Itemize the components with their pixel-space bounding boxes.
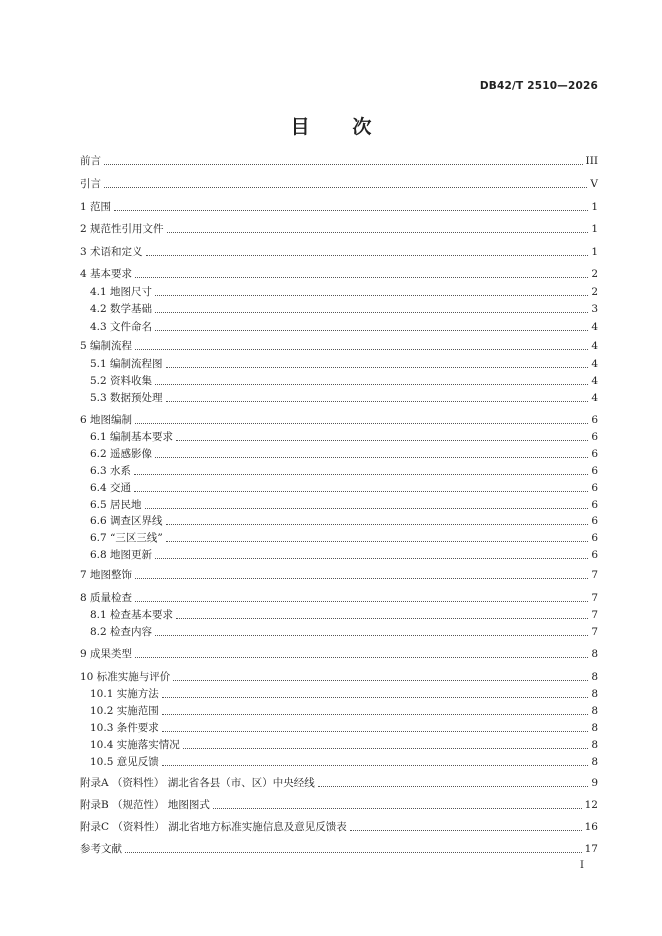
- toc-entry-label: 4.3 文件命名: [90, 321, 153, 333]
- toc-entry[interactable]: [90, 531, 598, 545]
- toc-entry[interactable]: [90, 320, 598, 334]
- toc-leader-dots: [146, 255, 589, 256]
- toc-entry[interactable]: [90, 357, 598, 371]
- toc-leader-dots: [155, 558, 588, 559]
- toc-entry-label: 10.2 实施范围: [90, 705, 159, 717]
- toc-leader-dots: [318, 786, 589, 787]
- toc-entry-label: 4.1 地图尺寸: [90, 286, 153, 298]
- toc-leader-dots: [155, 312, 588, 313]
- toc-leader-dots: [135, 657, 588, 658]
- toc-leader-dots: [155, 330, 588, 331]
- toc-entry-label: 附录B （规范性） 地图图式: [80, 799, 210, 811]
- toc-entry[interactable]: [90, 391, 598, 405]
- toc-entry[interactable]: [80, 222, 598, 236]
- toc-entry[interactable]: [90, 687, 598, 701]
- toc-leader-dots: [155, 635, 588, 636]
- toc-entry[interactable]: [90, 302, 598, 316]
- toc-entry-label: 7 地图整饰: [80, 569, 133, 581]
- toc-entry[interactable]: [90, 704, 598, 718]
- toc-entry-label: 2 规范性引用文件: [80, 223, 164, 235]
- toc-leader-dots: [104, 164, 583, 165]
- toc-entry[interactable]: [90, 481, 598, 495]
- toc-entry-label: 6 地图编制: [80, 414, 133, 426]
- toc-entry-page: III: [585, 155, 598, 167]
- toc-entry-label: 5.1 编制流程图: [90, 358, 163, 370]
- toc-entry[interactable]: [90, 548, 598, 562]
- toc-entry[interactable]: [90, 608, 598, 622]
- toc-entry[interactable]: [90, 721, 598, 735]
- toc-entry-label: 8 质量检查: [80, 592, 133, 604]
- toc-entry-page: 4: [591, 321, 598, 333]
- toc-entry-label: 引言: [80, 178, 101, 190]
- toc-entry-label: 10.5 意见反馈: [90, 756, 159, 768]
- toc-entry-page: 8: [591, 739, 598, 751]
- toc-entry[interactable]: [80, 670, 598, 684]
- toc-leader-dots: [162, 714, 589, 715]
- toc-entry-label: 6.4 交通: [90, 482, 132, 494]
- toc-leader-dots: [155, 295, 588, 296]
- toc-entry-label: 6.2 遥感影像: [90, 448, 153, 460]
- toc-entry-label: 8.2 检查内容: [90, 626, 153, 638]
- toc-leader-dots: [134, 491, 588, 492]
- toc-leader-dots: [135, 601, 588, 602]
- toc-entry[interactable]: [90, 755, 598, 769]
- toc-entry-label: 10.3 条件要求: [90, 722, 159, 734]
- toc-leader-dots: [135, 277, 588, 278]
- footer-page-number: I: [580, 860, 584, 871]
- toc-entry-page: V: [590, 178, 598, 190]
- toc-entry[interactable]: [90, 464, 598, 478]
- toc-entry[interactable]: [80, 177, 598, 191]
- toc-leader-dots: [145, 508, 589, 509]
- toc-entry-page: 2: [591, 286, 598, 298]
- toc-leader-dots: [134, 474, 588, 475]
- toc-entry[interactable]: [90, 374, 598, 388]
- toc-entry-label: 10.4 实施落实情况: [90, 739, 180, 751]
- toc-leader-dots: [176, 440, 588, 441]
- toc-entry[interactable]: [90, 498, 598, 512]
- toc-entry-page: 8: [591, 688, 598, 700]
- toc-leader-dots: [162, 765, 589, 766]
- toc-entry-label: 前言: [80, 155, 101, 167]
- toc-entry[interactable]: [90, 285, 598, 299]
- toc-entry-label: 6.6 调查区界线: [90, 515, 163, 527]
- toc-leader-dots: [173, 680, 588, 681]
- toc-entry-label: 10 标准实施与评价: [80, 671, 171, 683]
- toc-entry-page: 6: [591, 414, 598, 426]
- toc-entry-label: 5 编制流程: [80, 340, 133, 352]
- toc-entry-label: 5.3 数据预处理: [90, 392, 163, 404]
- toc-entry-label: 6.5 居民地: [90, 499, 142, 511]
- toc-leader-dots: [183, 748, 589, 749]
- toc-entry[interactable]: [80, 413, 598, 427]
- toc-leader-dots: [166, 401, 589, 402]
- toc-entry-page: 8: [591, 756, 598, 768]
- toc-entry[interactable]: [80, 647, 598, 661]
- toc-entry-page: 4: [591, 340, 598, 352]
- toc-entry-page: 7: [591, 626, 598, 638]
- document-code: DB42/T 2510—2026: [479, 80, 598, 92]
- toc-leader-dots: [213, 808, 582, 809]
- toc-leader-dots: [162, 731, 589, 732]
- toc-leader-dots: [104, 187, 587, 188]
- toc-entry-page: 6: [591, 465, 598, 477]
- toc-entry[interactable]: [80, 591, 598, 605]
- toc-entry-page: 17: [584, 843, 598, 855]
- toc-leader-dots: [135, 578, 588, 579]
- toc-leader-dots: [125, 852, 582, 853]
- toc-entry[interactable]: [80, 568, 598, 582]
- toc-leader-dots: [135, 349, 588, 350]
- toc-entry-page: 6: [591, 515, 598, 527]
- toc-entry-label: 6.3 水系: [90, 465, 132, 477]
- toc-leader-dots: [155, 457, 588, 458]
- toc-entry-label: 参考文献: [80, 843, 122, 855]
- toc-entry-label: 5.2 资料收集: [90, 375, 153, 387]
- toc-entry[interactable]: [80, 154, 598, 168]
- toc-entry-page: 9: [591, 777, 598, 789]
- toc-entry[interactable]: [80, 339, 598, 353]
- toc-entry-page: 6: [591, 431, 598, 443]
- toc-leader-dots: [114, 210, 588, 211]
- toc-entry-label: 4.2 数学基础: [90, 303, 153, 315]
- toc-entry-label: 8.1 检查基本要求: [90, 609, 174, 621]
- toc-entry-page: 12: [584, 799, 598, 811]
- toc-leader-dots: [166, 541, 589, 542]
- toc-entry[interactable]: [80, 820, 598, 834]
- toc-entry-page: 4: [591, 392, 598, 404]
- toc-leader-dots: [166, 524, 589, 525]
- toc-entry[interactable]: [80, 798, 598, 812]
- toc-entry-label: 9 成果类型: [80, 648, 133, 660]
- toc-entry[interactable]: [90, 447, 598, 461]
- title-char-2: 次: [352, 116, 372, 138]
- toc-leader-dots: [155, 384, 588, 385]
- toc-entry-page: 1: [591, 223, 598, 235]
- toc-entry[interactable]: [80, 842, 598, 856]
- toc-leader-dots: [176, 618, 588, 619]
- toc-entry-label: 附录C （资料性） 湖北省地方标准实施信息及意见反馈表: [80, 821, 347, 833]
- toc-entry[interactable]: [80, 200, 598, 214]
- toc-entry-label: 4 基本要求: [80, 268, 133, 280]
- toc-entry-label: 10.1 实施方法: [90, 688, 159, 700]
- toc-entry-page: 8: [591, 705, 598, 717]
- toc-entry[interactable]: [90, 738, 598, 752]
- toc-entry-page: 6: [591, 532, 598, 544]
- toc-entry-page: 7: [591, 569, 598, 581]
- toc-entry-page: 1: [591, 201, 598, 213]
- toc-entry-page: 3: [591, 303, 598, 315]
- toc-leader-dots: [166, 367, 589, 368]
- toc-entry[interactable]: [90, 625, 598, 639]
- toc-entry-page: 8: [591, 671, 598, 683]
- toc-leader-dots: [135, 423, 588, 424]
- toc-entry-page: 16: [584, 821, 598, 833]
- toc-entry[interactable]: [80, 267, 598, 281]
- toc-entry[interactable]: [80, 776, 598, 790]
- toc-entry-label: 6.1 编制基本要求: [90, 431, 174, 443]
- toc-entry-label: 6.8 地图更新: [90, 549, 153, 561]
- toc-entry-page: 2: [591, 268, 598, 280]
- page-title: [0, 112, 662, 139]
- toc-entry-page: 6: [591, 549, 598, 561]
- toc-leader-dots: [162, 697, 589, 698]
- toc-entry[interactable]: [80, 245, 598, 259]
- toc-entry-label: 1 范围: [80, 201, 112, 213]
- toc-entry[interactable]: [90, 430, 598, 444]
- toc-entry-label: 3 术语和定义: [80, 246, 143, 258]
- toc-entry-page: 8: [591, 722, 598, 734]
- toc-entry-page: 1: [591, 246, 598, 258]
- toc-entry-label: 6.7 “三区三线”: [90, 532, 163, 544]
- toc-entry[interactable]: [90, 514, 598, 528]
- toc-entry-page: 4: [591, 358, 598, 370]
- toc-leader-dots: [167, 232, 589, 233]
- toc-entry-page: 7: [591, 592, 598, 604]
- toc-entry-page: 6: [591, 482, 598, 494]
- title-char-1: 目: [290, 116, 310, 138]
- toc-entry-page: 7: [591, 609, 598, 621]
- toc-entry-page: 6: [591, 448, 598, 460]
- toc-entry-label: 附录A （资料性） 湖北省各县（市、区）中央经线: [80, 777, 315, 789]
- toc-leader-dots: [350, 830, 582, 831]
- toc-entry-page: 8: [591, 648, 598, 660]
- toc-entry-page: 6: [591, 499, 598, 511]
- toc-entry-page: 4: [591, 375, 598, 387]
